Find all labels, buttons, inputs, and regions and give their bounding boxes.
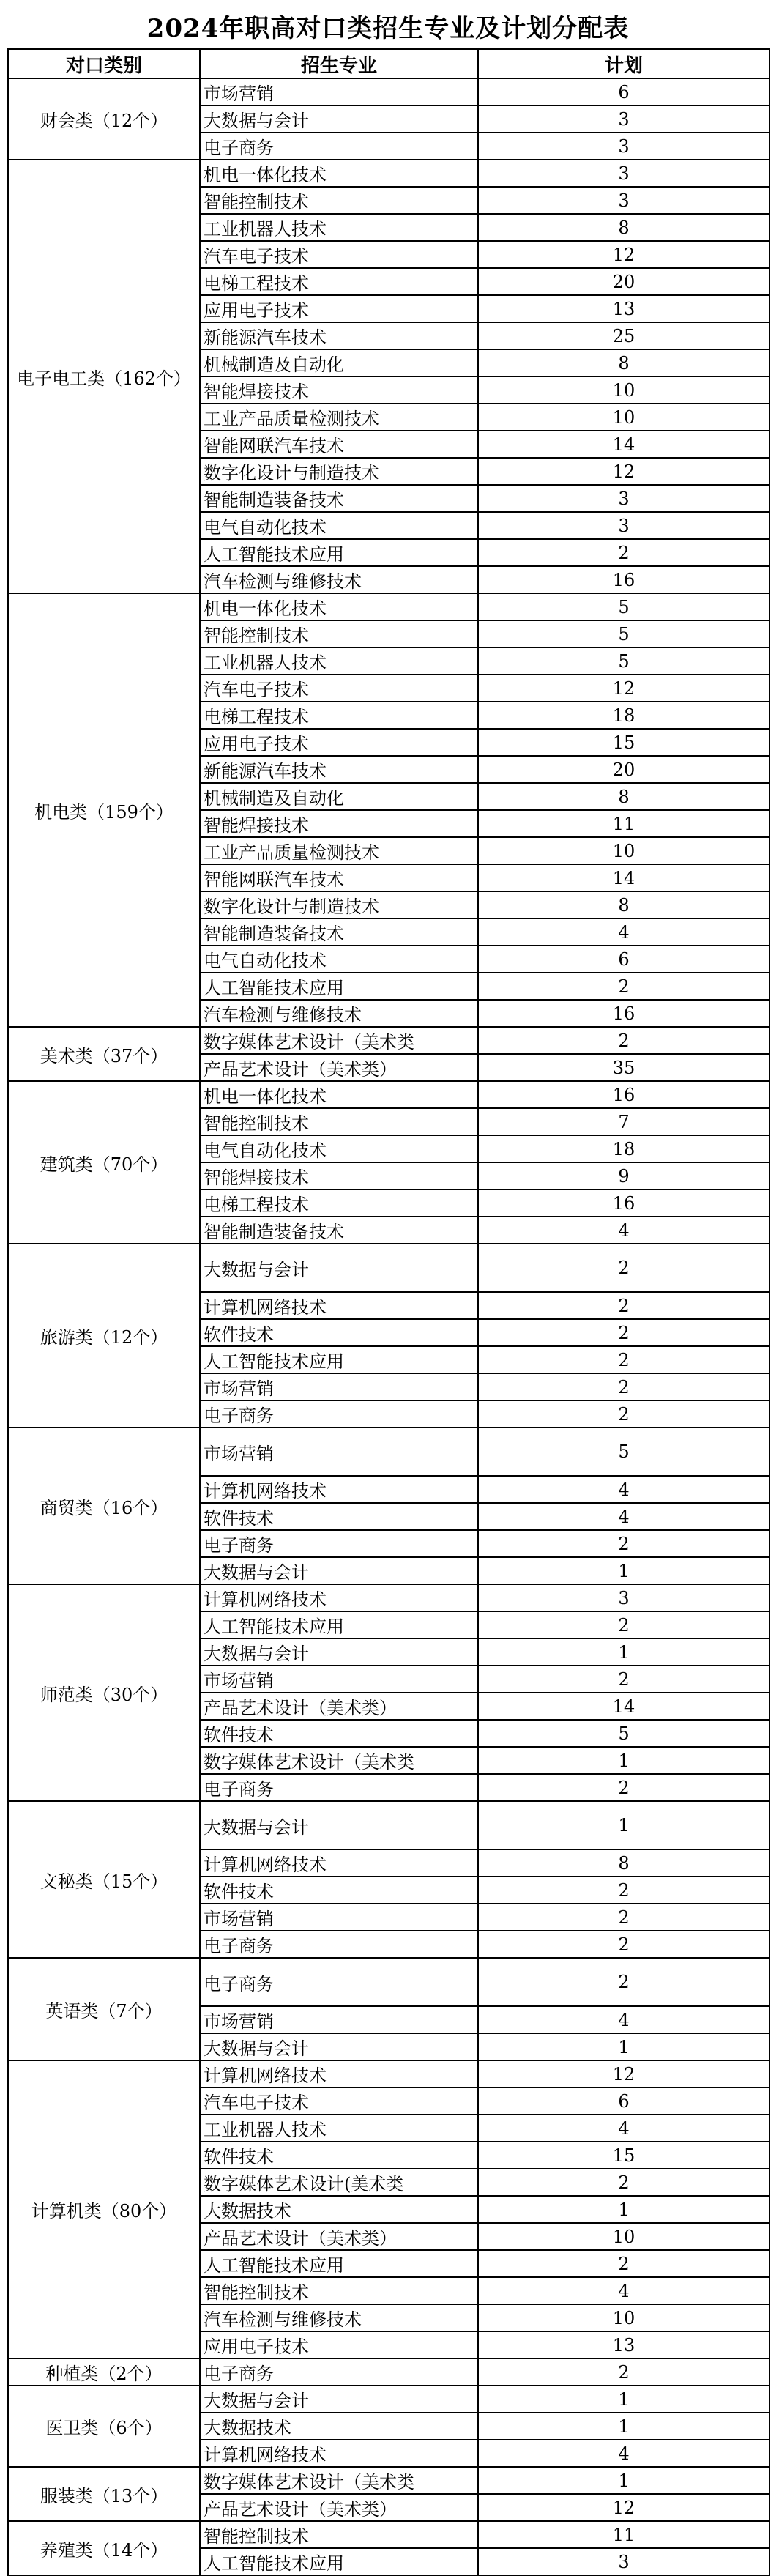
major-cell: 工业机器人技术: [200, 214, 478, 241]
major-cell: 智能控制技术: [200, 620, 478, 647]
major-cell: 计算机网络技术: [200, 1584, 478, 1611]
table-row: [8, 593, 769, 620]
plan-cell: 20: [478, 268, 769, 295]
major-cell: 智能控制技术: [200, 2277, 478, 2304]
table-row: [8, 1801, 769, 1849]
category-cell: 服装类（13个）: [8, 2467, 200, 2521]
major-cell: 人工智能技术应用: [200, 1611, 478, 1638]
plan-cell: 1: [478, 2467, 769, 2494]
plan-cell: 2: [478, 2169, 769, 2196]
major-cell: 智能制造装备技术: [200, 918, 478, 946]
plan-cell: 16: [478, 1189, 769, 1217]
major-cell: 数字媒体艺术设计（美术类: [200, 1027, 478, 1054]
plan-cell: 4: [478, 2277, 769, 2304]
plan-cell: 18: [478, 1135, 769, 1162]
plan-cell: 3: [478, 485, 769, 512]
major-cell: 电子商务: [200, 1931, 478, 1958]
plan-cell: 3: [478, 160, 769, 187]
plan-cell: 2: [478, 973, 769, 1000]
plan-cell: 10: [478, 404, 769, 431]
major-cell: 应用电子技术: [200, 729, 478, 756]
major-cell: 机电一体化技术: [200, 593, 478, 620]
major-cell: 市场营销: [200, 1904, 478, 1931]
table-row: [8, 1958, 769, 2006]
plan-cell: 2: [478, 1530, 769, 1557]
major-cell: 计算机网络技术: [200, 2440, 478, 2467]
plan-cell: 16: [478, 1000, 769, 1027]
plan-cell: 13: [478, 2331, 769, 2358]
plan-cell: 3: [478, 2548, 769, 2575]
plan-cell: 8: [478, 783, 769, 810]
column-header-category: 对口类别: [8, 49, 200, 78]
major-cell: 市场营销: [200, 1428, 478, 1476]
major-cell: 电气自动化技术: [200, 946, 478, 973]
plan-cell: 1: [478, 2386, 769, 2413]
header-row: [8, 49, 769, 78]
plan-cell: 4: [478, 2440, 769, 2467]
table-body: [8, 78, 769, 2575]
major-cell: 人工智能技术应用: [200, 973, 478, 1000]
major-cell: 数字媒体艺术设计（美术类: [200, 2467, 478, 2494]
major-cell: 人工智能技术应用: [200, 539, 478, 566]
plan-cell: 2: [478, 1774, 769, 1801]
plan-cell: 2: [478, 1373, 769, 1400]
table-row: [8, 2467, 769, 2494]
major-cell: 软件技术: [200, 1319, 478, 1346]
plan-cell: 1: [478, 1557, 769, 1584]
category-cell: 医卫类（6个）: [8, 2386, 200, 2467]
plan-cell: 35: [478, 1054, 769, 1081]
major-cell: 大数据与会计: [200, 1638, 478, 1666]
major-cell: 汽车检测与维修技术: [200, 566, 478, 593]
major-cell: 大数据与会计: [200, 105, 478, 133]
page-title: 2024年职高对口类招生专业及计划分配表: [146, 14, 630, 43]
major-cell: 应用电子技术: [200, 2331, 478, 2358]
table-row: [8, 2386, 769, 2413]
plan-cell: 2: [478, 1346, 769, 1373]
major-cell: 电梯工程技术: [200, 1189, 478, 1217]
plan-cell: 4: [478, 918, 769, 946]
plan-cell: 3: [478, 133, 769, 160]
major-cell: 智能控制技术: [200, 2521, 478, 2548]
plan-cell: 2: [478, 1904, 769, 1931]
major-cell: 机械制造及自动化: [200, 783, 478, 810]
plan-cell: 8: [478, 349, 769, 376]
plan-cell: 1: [478, 1638, 769, 1666]
major-cell: 智能网联汽车技术: [200, 431, 478, 458]
plan-cell: 12: [478, 2060, 769, 2087]
plan-cell: 1: [478, 2413, 769, 2440]
major-cell: 汽车检测与维修技术: [200, 1000, 478, 1027]
plan-cell: 14: [478, 1693, 769, 1720]
plan-cell: 14: [478, 864, 769, 891]
major-cell: 软件技术: [200, 1503, 478, 1530]
major-cell: 电子商务: [200, 1774, 478, 1801]
major-cell: 汽车电子技术: [200, 2087, 478, 2115]
major-cell: 数字化设计与制造技术: [200, 891, 478, 918]
plan-cell: 10: [478, 376, 769, 404]
major-cell: 工业产品质量检测技术: [200, 404, 478, 431]
major-cell: 电梯工程技术: [200, 702, 478, 729]
major-cell: 大数据技术: [200, 2196, 478, 2223]
major-cell: 计算机网络技术: [200, 1292, 478, 1319]
major-cell: 智能制造装备技术: [200, 485, 478, 512]
plan-cell: 1: [478, 1801, 769, 1849]
plan-cell: 25: [478, 322, 769, 349]
plan-cell: 8: [478, 891, 769, 918]
table-row: [8, 1081, 769, 1108]
plan-cell: 3: [478, 1584, 769, 1611]
plan-cell: 10: [478, 2223, 769, 2250]
plan-cell: 2: [478, 1319, 769, 1346]
category-cell: 师范类（30个）: [8, 1584, 200, 1801]
major-cell: 电子商务: [200, 1530, 478, 1557]
plan-cell: 3: [478, 187, 769, 214]
plan-cell: 2: [478, 1666, 769, 1693]
table-row: [8, 1584, 769, 1611]
major-cell: 数字化设计与制造技术: [200, 458, 478, 485]
plan-cell: 2: [478, 539, 769, 566]
major-cell: 大数据技术: [200, 2413, 478, 2440]
plan-cell: 2: [478, 1244, 769, 1292]
plan-cell: 12: [478, 241, 769, 268]
plan-cell: 10: [478, 2304, 769, 2331]
major-cell: 新能源汽车技术: [200, 322, 478, 349]
plan-cell: 15: [478, 729, 769, 756]
major-cell: 数字媒体艺术设计(美术类: [200, 2169, 478, 2196]
major-cell: 大数据与会计: [200, 2386, 478, 2413]
plan-cell: 6: [478, 2087, 769, 2115]
plan-cell: 9: [478, 1162, 769, 1189]
major-cell: 工业机器人技术: [200, 2115, 478, 2142]
plan-cell: 8: [478, 214, 769, 241]
plan-cell: 4: [478, 2006, 769, 2033]
major-cell: 智能焊接技术: [200, 810, 478, 837]
major-cell: 汽车电子技术: [200, 675, 478, 702]
plan-cell: 12: [478, 2494, 769, 2521]
major-cell: 智能控制技术: [200, 187, 478, 214]
plan-cell: 16: [478, 566, 769, 593]
major-cell: 工业机器人技术: [200, 647, 478, 675]
plan-cell: 2: [478, 1611, 769, 1638]
plan-cell: 13: [478, 295, 769, 322]
plan-sheet: [7, 9, 769, 2576]
plan-cell: 11: [478, 2521, 769, 2548]
table-row: [8, 2358, 769, 2386]
major-cell: 汽车检测与维修技术: [200, 2304, 478, 2331]
category-cell: 英语类（7个）: [8, 1958, 200, 2060]
plan-cell: 18: [478, 702, 769, 729]
category-cell: 机电类（159个）: [8, 593, 200, 1027]
major-cell: 产品艺术设计（美术类）: [200, 2494, 478, 2521]
major-cell: 电梯工程技术: [200, 268, 478, 295]
plan-cell: 2: [478, 2250, 769, 2277]
major-cell: 新能源汽车技术: [200, 756, 478, 783]
plan-cell: 2: [478, 2358, 769, 2386]
plan-cell: 20: [478, 756, 769, 783]
major-cell: 智能网联汽车技术: [200, 864, 478, 891]
plan-cell: 5: [478, 1720, 769, 1747]
major-cell: 电气自动化技术: [200, 512, 478, 539]
major-cell: 电子商务: [200, 1400, 478, 1428]
plan-cell: 2: [478, 1292, 769, 1319]
plan-cell: 5: [478, 647, 769, 675]
category-cell: 电子电工类（162个）: [8, 160, 200, 593]
major-cell: 市场营销: [200, 78, 478, 105]
major-cell: 工业产品质量检测技术: [200, 837, 478, 864]
plan-cell: 8: [478, 1849, 769, 1877]
enrollment-plan-table: [7, 48, 770, 2576]
major-cell: 大数据与会计: [200, 1244, 478, 1292]
major-cell: 人工智能技术应用: [200, 2250, 478, 2277]
table-row: [8, 1244, 769, 1292]
table-row: [8, 2521, 769, 2548]
major-cell: 机电一体化技术: [200, 1081, 478, 1108]
plan-cell: 6: [478, 78, 769, 105]
major-cell: 市场营销: [200, 1373, 478, 1400]
major-cell: 产品艺术设计（美术类）: [200, 1054, 478, 1081]
major-cell: 电子商务: [200, 133, 478, 160]
plan-cell: 2: [478, 1027, 769, 1054]
plan-cell: 1: [478, 2033, 769, 2060]
major-cell: 计算机网络技术: [200, 1476, 478, 1503]
major-cell: 市场营销: [200, 2006, 478, 2033]
plan-cell: 2: [478, 1400, 769, 1428]
major-cell: 人工智能技术应用: [200, 2548, 478, 2575]
table-row: [8, 160, 769, 187]
category-cell: 美术类（37个）: [8, 1027, 200, 1081]
plan-cell: 2: [478, 1931, 769, 1958]
plan-cell: 5: [478, 1428, 769, 1476]
plan-cell: 5: [478, 593, 769, 620]
plan-cell: 1: [478, 1747, 769, 1774]
major-cell: 智能制造装备技术: [200, 1217, 478, 1244]
major-cell: 电子商务: [200, 1958, 478, 2006]
column-header-major: 招生专业: [200, 49, 478, 78]
major-cell: 产品艺术设计（美术类）: [200, 1693, 478, 1720]
plan-cell: 12: [478, 675, 769, 702]
major-cell: 市场营销: [200, 1666, 478, 1693]
major-cell: 大数据与会计: [200, 1801, 478, 1849]
plan-cell: 15: [478, 2142, 769, 2169]
major-cell: 产品艺术设计（美术类）: [200, 2223, 478, 2250]
major-cell: 大数据与会计: [200, 1557, 478, 1584]
plan-cell: 2: [478, 1958, 769, 2006]
table-row: [8, 1428, 769, 1476]
plan-cell: 11: [478, 810, 769, 837]
plan-cell: 14: [478, 431, 769, 458]
major-cell: 大数据与会计: [200, 2033, 478, 2060]
major-cell: 应用电子技术: [200, 295, 478, 322]
table-row: [8, 78, 769, 105]
plan-cell: 7: [478, 1108, 769, 1135]
major-cell: 人工智能技术应用: [200, 1346, 478, 1373]
plan-cell: 16: [478, 1081, 769, 1108]
plan-cell: 12: [478, 458, 769, 485]
major-cell: 计算机网络技术: [200, 1849, 478, 1877]
category-cell: 旅游类（12个）: [8, 1244, 200, 1428]
plan-cell: 6: [478, 946, 769, 973]
major-cell: 软件技术: [200, 1877, 478, 1904]
major-cell: 汽车电子技术: [200, 241, 478, 268]
plan-cell: 10: [478, 837, 769, 864]
plan-cell: 4: [478, 2115, 769, 2142]
major-cell: 智能焊接技术: [200, 1162, 478, 1189]
column-header-plan: 计划: [478, 49, 769, 78]
major-cell: 软件技术: [200, 1720, 478, 1747]
plan-cell: 5: [478, 620, 769, 647]
plan-cell: 3: [478, 105, 769, 133]
plan-cell: 4: [478, 1217, 769, 1244]
major-cell: 机械制造及自动化: [200, 349, 478, 376]
plan-cell: 3: [478, 512, 769, 539]
major-cell: 软件技术: [200, 2142, 478, 2169]
category-cell: 种植类（2个）: [8, 2358, 200, 2386]
table-row: [8, 1027, 769, 1054]
major-cell: 智能控制技术: [200, 1108, 478, 1135]
category-cell: 文秘类（15个）: [8, 1801, 200, 1958]
major-cell: 机电一体化技术: [200, 160, 478, 187]
major-cell: 数字媒体艺术设计（美术类: [200, 1747, 478, 1774]
major-cell: 电子商务: [200, 2358, 478, 2386]
category-cell: 财会类（12个）: [8, 78, 200, 160]
major-cell: 电气自动化技术: [200, 1135, 478, 1162]
table-row: [8, 2060, 769, 2087]
category-cell: 计算机类（80个）: [8, 2060, 200, 2358]
major-cell: 计算机网络技术: [200, 2060, 478, 2087]
plan-cell: 4: [478, 1476, 769, 1503]
plan-cell: 2: [478, 1877, 769, 1904]
category-cell: 商贸类（16个）: [8, 1428, 200, 1584]
plan-cell: 4: [478, 1503, 769, 1530]
category-cell: 养殖类（14个）: [8, 2521, 200, 2575]
category-cell: 建筑类（70个）: [8, 1081, 200, 1244]
major-cell: 智能焊接技术: [200, 376, 478, 404]
plan-cell: 1: [478, 2196, 769, 2223]
